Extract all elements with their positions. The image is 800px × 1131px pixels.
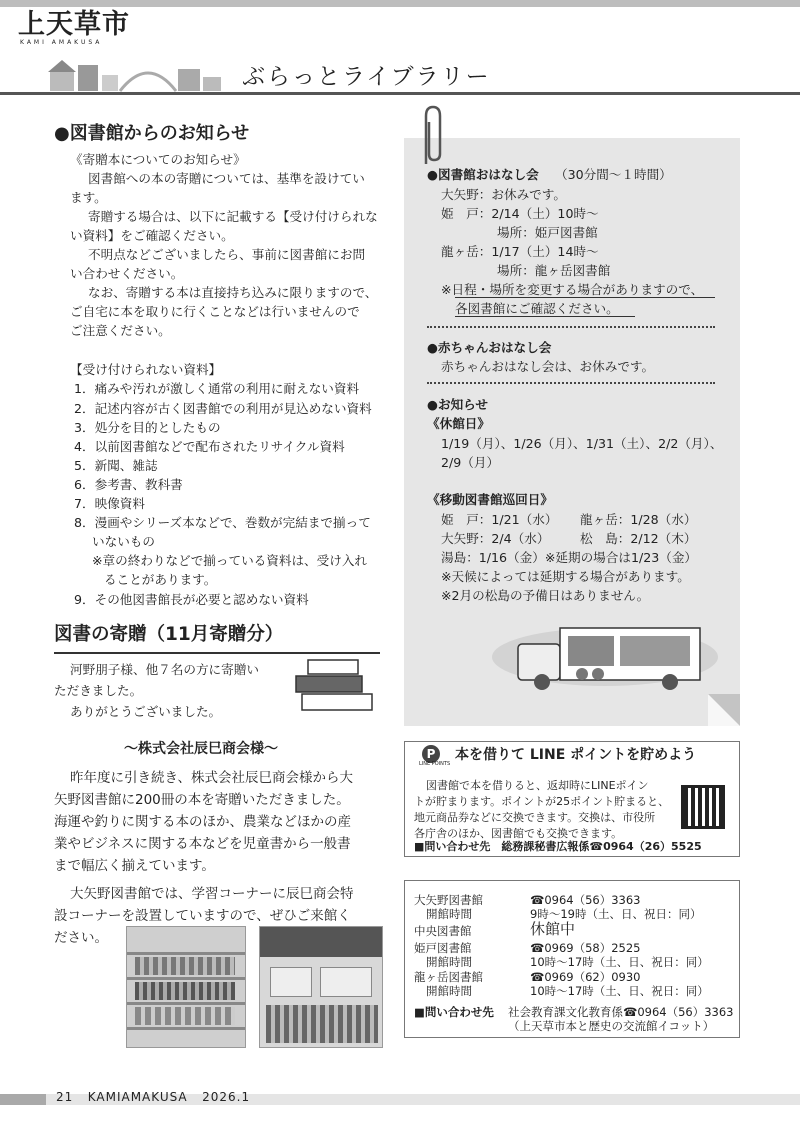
panel-fold: [708, 694, 740, 726]
city-logo-sub: KAMI AMAKUSA: [20, 39, 103, 46]
storytime-line: 大矢野：お休みです。: [441, 187, 566, 202]
storytime-line: 姫 戸：2/14（土）10時～: [441, 206, 599, 221]
storytime-line: ※日程・場所を変更する場合がありますので、: [441, 282, 704, 297]
company-line: まで幅広く揃えています。: [54, 858, 215, 874]
line-points-text: 地元商品券などに交換できます。交換は、市役所: [414, 811, 656, 824]
storytime-line: 場所：龍ヶ岳図書館: [497, 263, 611, 278]
storytime-line: 龍ヶ岳：1/17（土）14時～: [441, 244, 599, 259]
storytime-line: 各図書館にご確認ください。: [455, 301, 619, 316]
city-logo: 上天草市: [18, 9, 130, 40]
list-item: いないもの: [92, 534, 155, 549]
list-item: 2．記述内容が古く図書館での利用が見込めない資料: [74, 401, 372, 416]
mobile-schedule-note: ※天候によっては延期する場合があります。: [441, 569, 690, 584]
library-value: ☎0964（56）3363: [530, 893, 641, 907]
donation-subheading: 《寄贈本についてのお知らせ》: [70, 152, 246, 167]
company-line: ださい。: [54, 930, 108, 946]
company-line: 業やビジネスに関する本などを児童書から一般書: [54, 836, 351, 852]
corner-photo: [259, 926, 383, 1048]
list-item: 3．処分を目的としたもの: [74, 420, 221, 435]
library-contact-label: ■問い合わせ先: [414, 1005, 494, 1019]
paragraph-line: ご注意ください。: [70, 323, 171, 338]
thanks-line: ただきました。: [54, 683, 143, 698]
list-item: 5．新聞、雑誌: [74, 458, 158, 473]
library-name: 開館時間: [426, 907, 472, 921]
publication-name: KAMIAMAKUSA: [87, 1090, 188, 1104]
mobile-schedule: 大矢野：2/4（水）: [441, 531, 550, 546]
unaccepted-heading: 【受け付けられない資料】: [70, 362, 222, 377]
mobile-schedule: 湯島：1/16（金）※延期の場合は1/23（金）: [441, 550, 698, 565]
footer-bar: [0, 1094, 46, 1105]
mobile-schedule: 松 島：2/12（木）: [580, 531, 697, 546]
storytime-line: 場所：姫戸図書館: [497, 225, 598, 240]
closed-days-heading: 《休館日》: [427, 416, 490, 431]
paragraph-line: 不明点などございましたら、事前に図書館にお問: [88, 247, 366, 262]
paragraph-line: 図書館への本の寄贈については、基準を設けてい: [88, 171, 365, 186]
library-name: 開館時間: [426, 984, 472, 998]
paragraph-line: い資料】をご確認ください。: [70, 228, 234, 243]
notice-heading: ●図書館からのお知らせ: [54, 123, 250, 144]
closed-days-line: 1/19（月）、1/26（月）、1/31（土）、2/2（月）、: [441, 436, 723, 451]
mobile-schedule: 姫 戸：1/21（水）: [441, 512, 558, 527]
library-name: 開館時間: [426, 955, 472, 969]
dotted-divider: [427, 326, 715, 328]
underline: [455, 297, 715, 298]
header-divider: [0, 92, 800, 95]
line-points-text: 各庁舎のほか、図書館でも交換できます。: [414, 827, 623, 840]
mobile-library-bus-icon: [510, 622, 715, 692]
section-title: ぶらっとライブラリー: [242, 64, 491, 90]
company-line: 大矢野図書館では、学習コーナーに辰巳商会特: [70, 886, 354, 902]
library-name: 龍ヶ岳図書館: [414, 970, 483, 984]
library-value: 10時～17時（土、日、祝日：同）: [530, 984, 709, 998]
library-value: 9時～19時（土、日、祝日：同）: [530, 907, 702, 921]
library-value: 休館中: [530, 920, 576, 938]
company-heading: ～株式会社辰巳商会様～: [124, 741, 278, 757]
dotted-divider: [427, 382, 715, 384]
company-line: 昨年度に引き続き、株式会社辰巳商会様から大: [70, 770, 353, 786]
underline: [455, 316, 635, 317]
library-name: 大矢野図書館: [414, 893, 483, 907]
company-line: 矢野図書館に200冊の本を寄贈いただきました。: [54, 792, 350, 808]
line-points-icon: P: [422, 745, 440, 763]
top-bar: [0, 0, 800, 7]
line-points-text: トが貯まります。ポイントが25ポイント貯まると、: [414, 795, 670, 808]
mobile-schedule: 龍ヶ岳：1/28（水）: [580, 512, 697, 527]
thanks-line: 河野朋子様、他７名の方に寄贈い: [70, 662, 259, 677]
paragraph-line: なお、寄贈する本は直接持ち込みに限りますので、: [88, 285, 378, 300]
list-item: 7．映像資料: [74, 496, 145, 511]
storytime-heading: ●図書館おはなし会: [427, 167, 539, 182]
paragraph-line: ご自宅に本を取りに行くことなどは行いませんので: [70, 304, 360, 319]
list-item: 4．以前図書館などで配布されたリサイクル資料: [74, 439, 345, 454]
thanks-line: ありがとうございました。: [70, 704, 222, 719]
line-points-title: 本を借りて LINE ポイントを貯めよう: [455, 747, 697, 763]
list-item: 6．参考書、教科書: [74, 477, 183, 492]
library-value: ☎0969（58）2525: [530, 941, 641, 955]
book-stack-icon: [292, 656, 376, 714]
line-points-text: 図書館で本を借りると、返却時にLINEポイン: [426, 779, 649, 792]
company-line: 海運や釣りに関する本のほか、農業などほかの産: [54, 814, 351, 830]
town-illustration-icon: [48, 55, 223, 93]
paragraph-line: ます。: [70, 190, 107, 205]
company-line: 設コーナーを設置していますので、ぜひご来館く: [54, 908, 351, 924]
page-number: 21: [56, 1090, 74, 1104]
storytime-duration: （30分間～１時間）: [555, 167, 672, 182]
baby-storytime-text: 赤ちゃんおはなし会は、お休みです。: [441, 359, 655, 374]
paperclip-icon: [418, 104, 446, 166]
donation-title: 図書の寄贈（11月寄贈分）: [54, 624, 284, 645]
issue-date: 2026.1: [202, 1090, 251, 1104]
library-name: 中央図書館: [414, 924, 472, 938]
list-item: 1．痛みや汚れが激しく通常の利用に耐えない資料: [74, 381, 360, 396]
paragraph-line: い合わせください。: [70, 266, 184, 281]
bookshelf-photo: [126, 926, 246, 1048]
list-item: ※章の終わりなどで揃っている資料は、受け入れ: [92, 553, 368, 568]
library-name: 姫戸図書館: [414, 941, 472, 955]
donation-title-rule: [54, 652, 380, 654]
paragraph-line: 寄贈する場合は、以下に記載する【受け付けられな: [88, 209, 378, 224]
library-value: 10時～17時（土、日、祝日：同）: [530, 955, 709, 969]
mobile-schedule-note: ※2月の松島の予備日はありません。: [441, 588, 650, 603]
library-value: ☎0969（62）0930: [530, 970, 641, 984]
footer-text: [56, 1090, 250, 1104]
line-points-caption: LINE POINTS: [419, 761, 451, 767]
list-item: ることがあります。: [104, 572, 217, 587]
baby-storytime-heading: ●赤ちゃんおはなし会: [427, 340, 552, 355]
list-item: 9．その他図書館長が必要と認めない資料: [74, 592, 309, 607]
library-contact-value: 社会教育課文化教育係☎0964（56）3363: [508, 1005, 734, 1019]
line-points-contact: ■問い合わせ先 総務課秘書広報係☎0964（26）5525: [414, 840, 702, 853]
library-contact-value: （上天草市本と歴史の交流館イコット）: [508, 1019, 715, 1033]
info-heading: ●お知らせ: [427, 397, 488, 412]
qr-code-icon[interactable]: [681, 785, 725, 829]
list-item: 8．漫画やシリーズ本などで、巻数が完結まで揃って: [74, 515, 371, 530]
closed-days-line: 2/9（月）: [441, 455, 500, 470]
mobile-library-heading: 《移動図書館巡回日》: [427, 492, 553, 507]
